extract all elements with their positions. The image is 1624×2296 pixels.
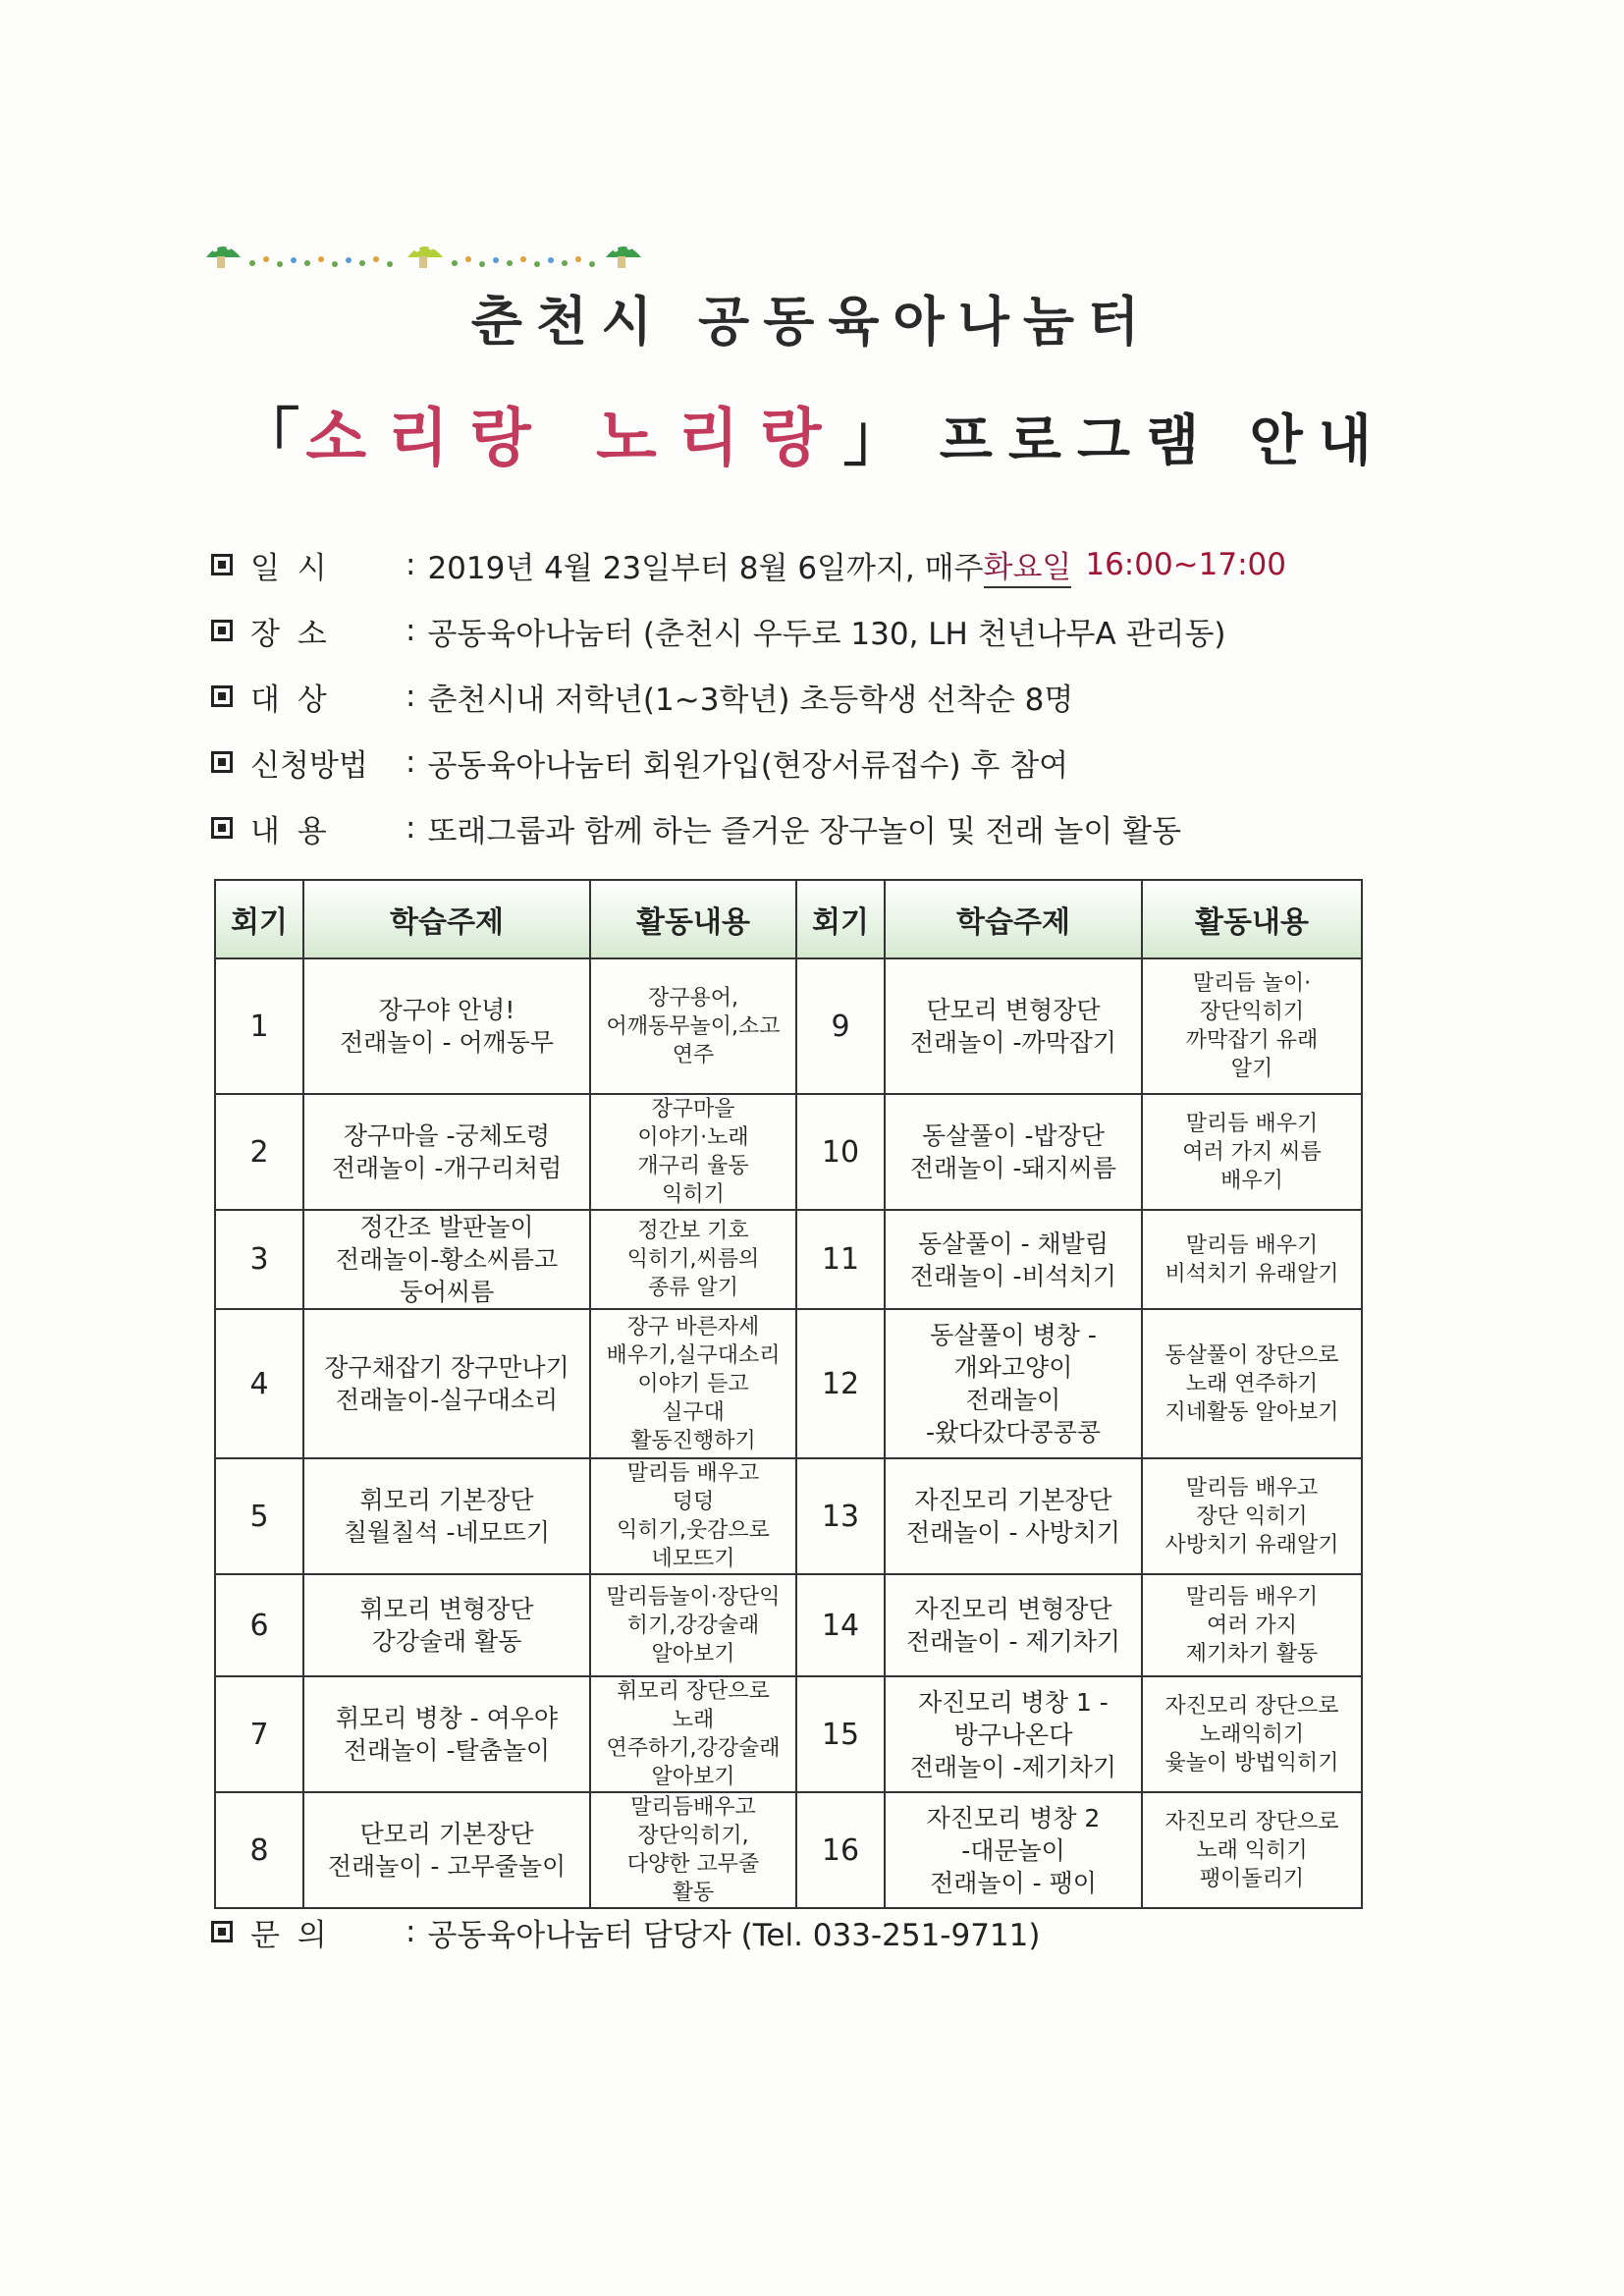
info-value: 공동육아나눔터 회원가입(현장서류접수) 후 참여: [427, 747, 1069, 784]
mushroom-icon: [407, 246, 443, 269]
bullet-box-icon: [211, 817, 233, 839]
activity-cell: 자진모리 장단으로 노래익히기 윷놀이 방법익히기: [1142, 1676, 1362, 1792]
activity-cell: 말리듬 배우고 덩덩 익히기,웃감으로 네모뜨기: [590, 1458, 796, 1574]
topic-cell: 자진모리 병창 1 - 방구나온다 전래놀이 -제기차기: [885, 1676, 1142, 1792]
session-number: 4: [215, 1309, 303, 1458]
info-label: 문 의: [250, 1917, 331, 1953]
session-number: 13: [796, 1458, 885, 1574]
topic-cell: 장구채잡기 장구만나기 전래놀이-실구대소리: [303, 1309, 590, 1458]
session-number: 12: [796, 1309, 885, 1458]
info-label: 신청방법: [250, 747, 368, 784]
info-value: 춘천시내 저학년(1~3학년) 초등학생 선착순 8명: [427, 682, 1074, 718]
header-session: 회기: [796, 880, 885, 958]
session-number: 10: [796, 1094, 885, 1210]
activity-cell: 휘모리 장단으로 노래 연주하기,강강술래 알아보기: [590, 1676, 796, 1792]
mushroom-garland-decoration: [201, 236, 653, 285]
bracket-open: 「: [237, 403, 306, 475]
table-row: [215, 1676, 1362, 1792]
topic-cell: 장구야 안녕! 전래놀이 - 어깨동무: [303, 958, 590, 1094]
info-date: 일 시 : 2019년 4월 23일부터 8월 6일까지, 매주 화요일 16:00~17:00: [211, 540, 1286, 589]
activity-cell: 말리듬놀이·장단익 히기,강강술래 알아보기: [590, 1574, 796, 1676]
session-number: 3: [215, 1210, 303, 1309]
info-value: 공동육아나눔터 담당자 (Tel. 033-251-9711): [427, 1917, 1041, 1953]
bullet-box-icon: [211, 554, 233, 575]
session-number: 1: [215, 958, 303, 1094]
table-row: [215, 1792, 1362, 1908]
topic-cell: 단모리 기본장단 전래놀이 - 고무줄놀이: [303, 1792, 590, 1908]
session-number: 6: [215, 1574, 303, 1676]
info-label: 일 시: [250, 550, 331, 586]
header-topic: 학습주제: [303, 880, 590, 958]
info-label: 내 용: [250, 813, 331, 849]
schedule-body: [215, 958, 1362, 1908]
header-topic: 학습주제: [885, 880, 1142, 958]
topic-cell: 동살풀이 - 채발림 전래놀이 -비석치기: [885, 1210, 1142, 1309]
table-row: [215, 1458, 1362, 1574]
info-label: 대 상: [250, 682, 331, 718]
session-number: 15: [796, 1676, 885, 1792]
activity-cell: 말리듬 놀이· 장단익히기 까막잡기 유래 알기: [1142, 958, 1362, 1094]
info-day: 화요일: [984, 542, 1072, 588]
activity-cell: 말리듬 배우기 여러 가지 제기차기 활동: [1142, 1574, 1362, 1676]
info-value: 2019년 4월 23일부터 8월 6일까지, 매주: [427, 550, 984, 586]
activity-cell: 장구용어, 어깨동무놀이,소고 연주: [590, 958, 796, 1094]
title-suffix: 프로그램 안내: [939, 410, 1387, 473]
topic-cell: 자진모리 병창 2 -대문놀이 전래놀이 - 팽이: [885, 1792, 1142, 1908]
session-number: 14: [796, 1574, 885, 1676]
session-number: 2: [215, 1094, 303, 1210]
activity-cell: 자진모리 장단으로 노래 익히기 팽이돌리기: [1142, 1792, 1362, 1908]
topic-cell: 휘모리 병창 - 여우야 전래놀이 -탈춤놀이: [303, 1676, 590, 1792]
topic-cell: 단모리 변형장단 전래놀이 -까막잡기: [885, 958, 1142, 1094]
schedule-table: [214, 879, 1363, 1909]
topic-cell: 장구마을 -궁체도령 전래놀이 -개구리처럼: [303, 1094, 590, 1210]
activity-cell: 동살풀이 장단으로 노래 연주하기 지네활동 알아보기: [1142, 1309, 1362, 1458]
header-activity: 활동내용: [590, 880, 796, 958]
activity-cell: 말리듬 배우기 여러 가지 씨름 배우기: [1142, 1094, 1362, 1210]
session-number: 5: [215, 1458, 303, 1574]
info-place: 장 소 : 공동육아나눔터 (춘천시 우두로 130, LH 천년나무A 관리동): [211, 606, 1226, 655]
info-time: 16:00~17:00: [1085, 547, 1286, 582]
mushroom-icon: [606, 246, 641, 269]
bullet-box-icon: [211, 1921, 233, 1942]
session-number: 7: [215, 1676, 303, 1792]
table-row: [215, 1574, 1362, 1676]
bullet-box-icon: [211, 751, 233, 773]
topic-cell: 동살풀이 -밥장단 전래놀이 -돼지씨름: [885, 1094, 1142, 1210]
activity-cell: 장구 바른자세 배우기,실구대소리 이야기 듣고 실구대 활동진행하기: [590, 1309, 796, 1458]
table-row: [215, 1094, 1362, 1210]
mushroom-icon: [206, 246, 241, 269]
info-inquiry: 문 의 : 공동육아나눔터 담당자 (Tel. 033-251-9711): [211, 1907, 1040, 1956]
table-row: [215, 1210, 1362, 1309]
page-title: 춘천시 공동육아나눔터: [470, 291, 1154, 353]
activity-cell: 말리듬 배우고 장단 익히기 사방치기 유래알기: [1142, 1458, 1362, 1574]
program-name: 소리랑 노리랑: [305, 403, 843, 475]
activity-cell: 장구마을 이야기·노래 개구리 율동 익히기: [590, 1094, 796, 1210]
info-content: 내 용 : 또래그룹과 함께 하는 즐거운 장구놀이 및 전래 놀이 활동: [211, 803, 1181, 852]
topic-cell: 휘모리 변형장단 강강술래 활동: [303, 1574, 590, 1676]
topic-cell: 자진모리 변형장단 전래놀이 - 제기차기: [885, 1574, 1142, 1676]
topic-cell: 자진모리 기본장단 전래놀이 - 사방치기: [885, 1458, 1142, 1574]
activity-cell: 말리듬배우고 장단익히기, 다양한 고무줄 활동: [590, 1792, 796, 1908]
bullet-box-icon: [211, 685, 233, 707]
info-target: 대 상 : 춘천시내 저학년(1~3학년) 초등학생 선착순 8명: [211, 672, 1073, 721]
session-number: 16: [796, 1792, 885, 1908]
info-value: 또래그룹과 함께 하는 즐거운 장구놀이 및 전래 놀이 활동: [427, 813, 1182, 849]
activity-cell: 말리듬 배우기 비석치기 유래알기: [1142, 1210, 1362, 1309]
header-activity: 활동내용: [1142, 880, 1362, 958]
info-apply: 신청방법 : 공동육아나눔터 회원가입(현장서류접수) 후 참여: [211, 738, 1068, 787]
session-number: 8: [215, 1792, 303, 1908]
session-number: 11: [796, 1210, 885, 1309]
bracket-close: 」: [842, 403, 912, 475]
table-row: [215, 1309, 1362, 1458]
program-title: [0, 388, 1624, 478]
topic-cell: 휘모리 기본장단 칠월칠석 -네모뜨기: [303, 1458, 590, 1574]
table-row: [215, 958, 1362, 1094]
bullet-box-icon: [211, 620, 233, 641]
header-session: 회기: [215, 880, 303, 958]
info-value: 공동육아나눔터 (춘천시 우두로 130, LH 천년나무A 관리동): [427, 616, 1226, 652]
activity-cell: 정간보 기호 익히기,씨름의 종류 알기: [590, 1210, 796, 1309]
table-header-row: [215, 880, 1362, 958]
session-number: 9: [796, 958, 885, 1094]
info-label: 장 소: [250, 616, 331, 652]
topic-cell: 정간조 발판놀이 전래놀이-황소씨름고 둥어씨름: [303, 1210, 590, 1309]
topic-cell: 동살풀이 병창 - 개와고양이 전래놀이 -왔다갔다콩콩콩: [885, 1309, 1142, 1458]
